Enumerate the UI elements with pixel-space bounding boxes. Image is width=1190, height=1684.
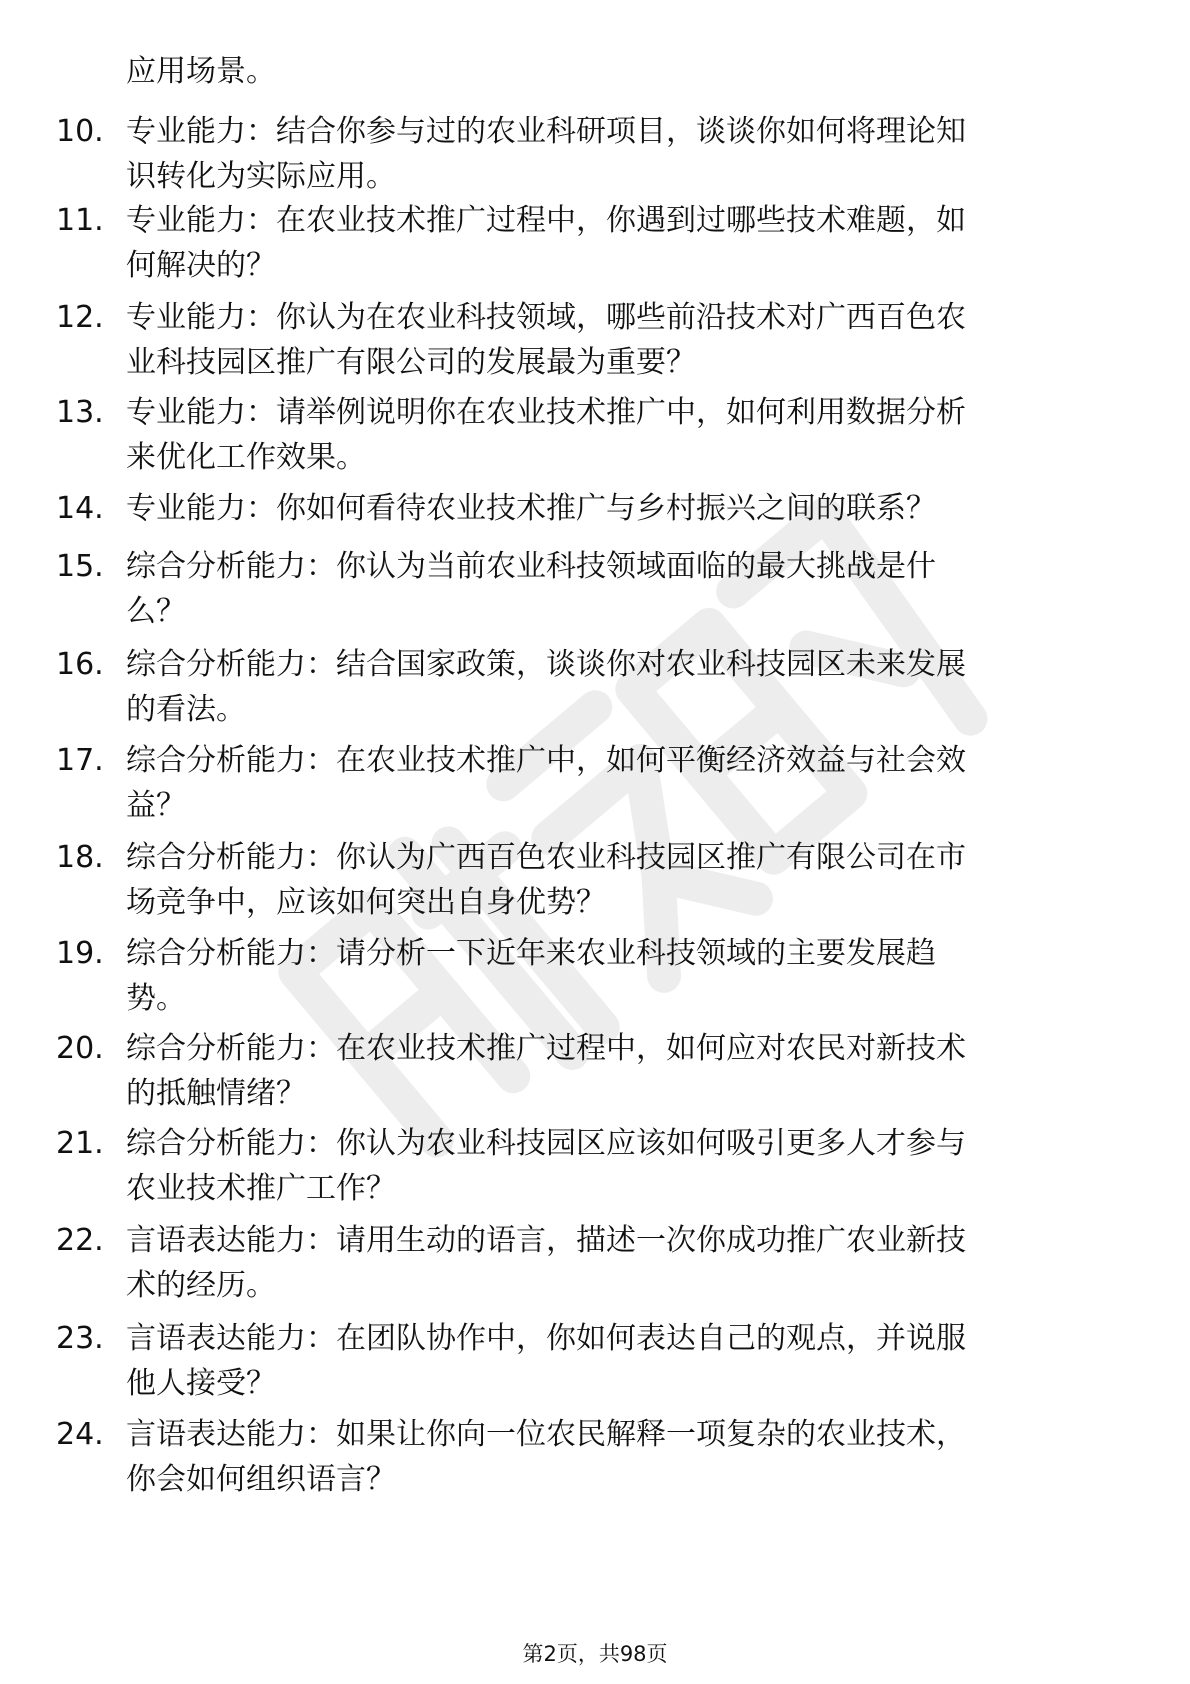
item-text: 术的经历。	[126, 1268, 276, 1303]
item-text: 业科技园区推广有限公司的发展最为重要？	[126, 345, 696, 380]
list-item	[0, 296, 1190, 396]
item-text: 专业能力：请举例说明你在农业技术推广中，如何利用数据分析	[126, 395, 966, 430]
item-text: 专业能力：在农业技术推广过程中，你遇到过哪些技术难题，如	[126, 203, 966, 238]
item-text: 的抵触情绪？	[126, 1076, 306, 1111]
item-text: 么？	[126, 594, 186, 629]
item-text: 综合分析能力：在农业技术推广过程中，如何应对农民对新技术	[126, 1031, 966, 1066]
item-number: 17.	[56, 743, 104, 778]
item-number: 18.	[56, 840, 104, 875]
item-text: 你会如何组织语言？	[126, 1462, 396, 1497]
item-text: 来优化工作效果。	[126, 440, 366, 475]
item-text: 专业能力：你如何看待农业技术推广与乡村振兴之间的联系？	[126, 491, 936, 526]
item-text: 综合分析能力：你认为农业科技园区应该如何吸引更多人才参与	[126, 1126, 966, 1161]
item-text: 农业技术推广工作？	[126, 1171, 396, 1206]
item-number: 19.	[56, 936, 104, 971]
item-text: 言语表达能力：请用生动的语言，描述一次你成功推广农业新技	[126, 1223, 966, 1258]
item-text: 综合分析能力：你认为当前农业科技领域面临的最大挑战是什	[126, 549, 936, 584]
list-item	[0, 836, 1190, 936]
item-number: 20.	[56, 1031, 104, 1066]
item-text: 识转化为实际应用。	[126, 159, 396, 194]
item-text: 综合分析能力：请分析一下近年来农业科技领域的主要发展趋	[126, 936, 936, 971]
page-footer: 第2页，共98页	[522, 1642, 668, 1666]
list-item	[0, 739, 1190, 839]
list-item	[0, 545, 1190, 645]
item-text: 势。	[126, 981, 186, 1016]
item-text: 言语表达能力：如果让你向一位农民解释一项复杂的农业技术，	[126, 1417, 966, 1452]
item-text: 综合分析能力：结合国家政策，谈谈你对农业科技园区未来发展	[126, 647, 966, 682]
item-text: 益？	[126, 788, 186, 823]
item-text: 专业能力：结合你参与过的农业科研项目，谈谈你如何将理论知	[126, 114, 966, 149]
item-number: 12.	[56, 300, 104, 335]
list-item	[0, 643, 1190, 743]
item-number: 23.	[56, 1321, 104, 1356]
item-number: 24.	[56, 1417, 104, 1452]
item-text: 专业能力：你认为在农业科技领域，哪些前沿技术对广西百色农	[126, 300, 966, 335]
item-text: 何解决的？	[126, 248, 276, 283]
list-item	[0, 1317, 1190, 1417]
item-number: 11.	[56, 203, 104, 238]
item-number: 13.	[56, 395, 104, 430]
item-text: 综合分析能力：你认为广西百色农业科技园区推广有限公司在市	[126, 840, 966, 875]
continued-text: 应用场景。	[126, 54, 276, 89]
item-text: 的看法。	[126, 692, 246, 727]
list-item	[0, 391, 1190, 491]
list-item	[0, 932, 1190, 1032]
item-text: 言语表达能力：在团队协作中，你如何表达自己的观点，并说服	[126, 1321, 966, 1356]
item-number: 15.	[56, 549, 104, 584]
list-item	[0, 1122, 1190, 1222]
item-number: 10.	[56, 114, 104, 149]
list-item	[0, 110, 1190, 210]
list-item	[0, 1413, 1190, 1513]
item-number: 14.	[56, 491, 104, 526]
item-text: 场竞争中，应该如何突出自身优势？	[126, 885, 606, 920]
list-item	[0, 1027, 1190, 1127]
item-text: 综合分析能力：在农业技术推广中，如何平衡经济效益与社会效	[126, 743, 966, 778]
item-number: 16.	[56, 647, 104, 682]
item-number: 21.	[56, 1126, 104, 1161]
item-number: 22.	[56, 1223, 104, 1258]
list-item	[0, 1219, 1190, 1319]
list-item	[0, 199, 1190, 299]
item-text: 他人接受？	[126, 1366, 276, 1401]
